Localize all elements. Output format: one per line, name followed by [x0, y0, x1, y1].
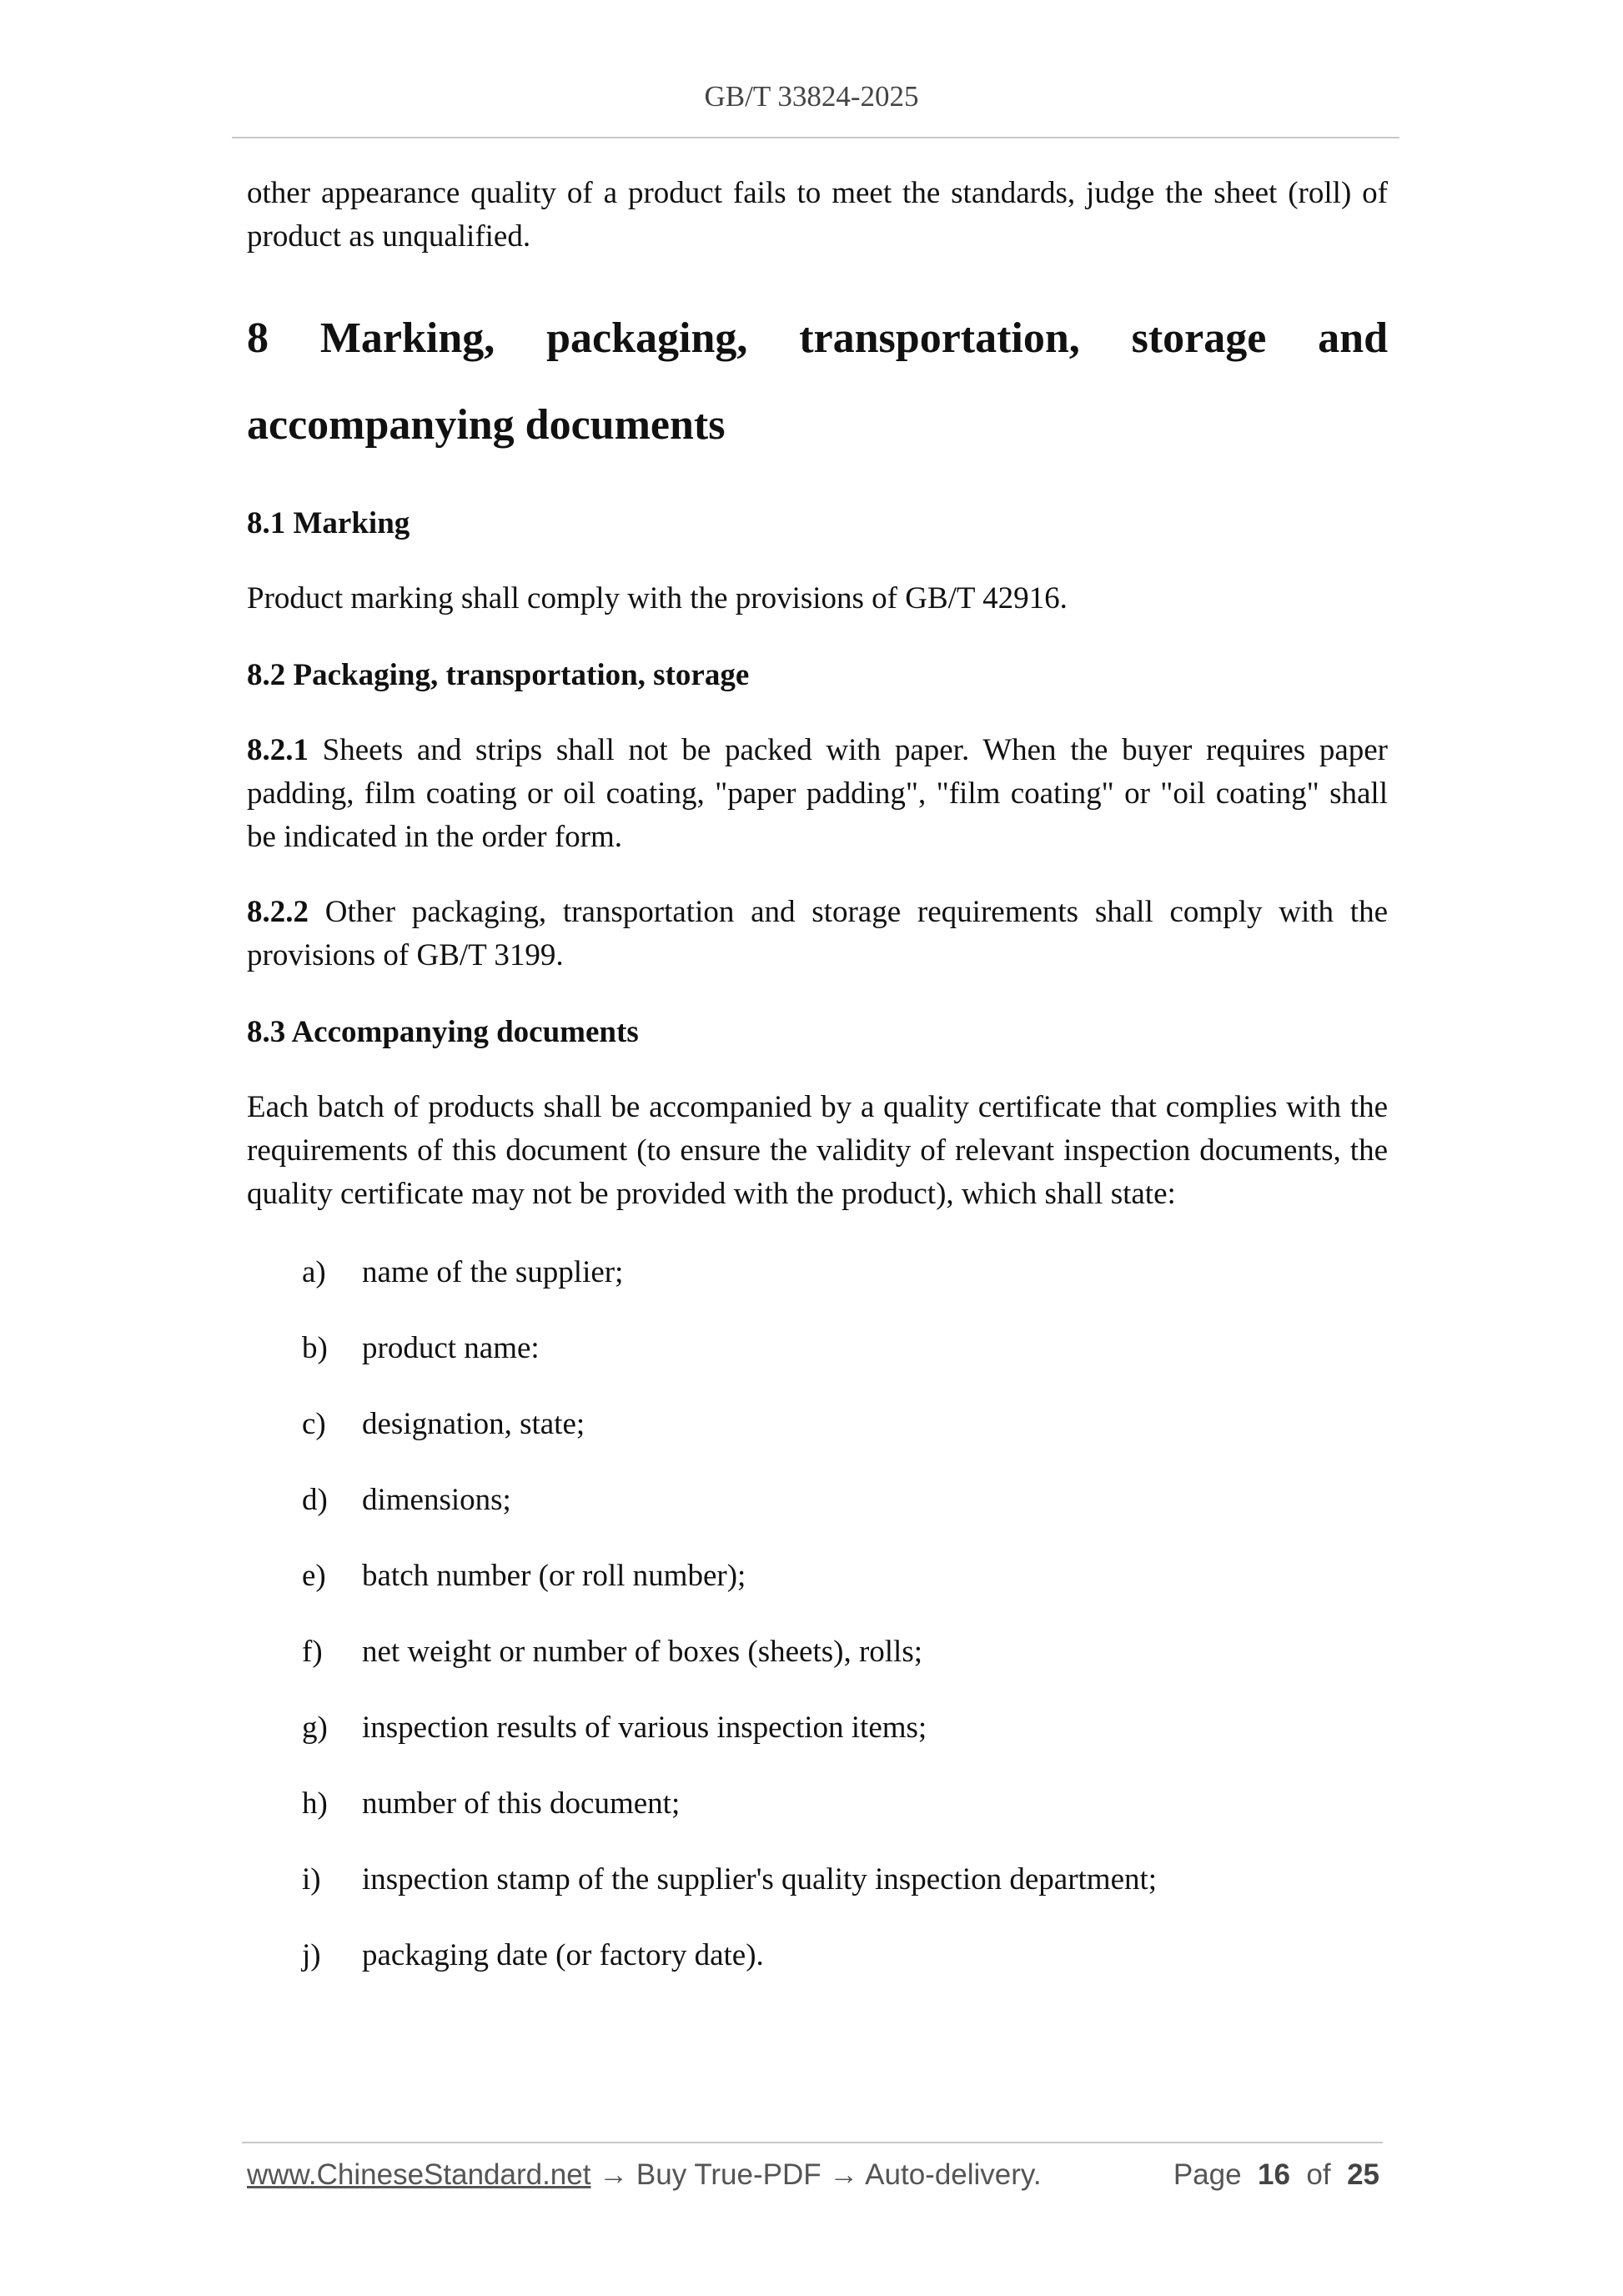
- list-item: [247, 1706, 1388, 1750]
- list-marker: d): [302, 1483, 328, 1517]
- list-item: [247, 1251, 1388, 1294]
- list-marker: i): [302, 1862, 321, 1897]
- list-item-text: packaging date (or factory date).: [362, 1938, 764, 1972]
- list-marker: e): [302, 1559, 326, 1593]
- list-marker: h): [302, 1786, 328, 1821]
- list-item: [247, 1630, 1388, 1674]
- page-footer: [247, 2158, 1379, 2200]
- footer-tagline: → Buy True-PDF → Auto-delivery.: [590, 2158, 1042, 2191]
- page-label: Page: [1173, 2158, 1242, 2191]
- subsection-8-1-text: Product marking shall comply with the provisions of GB/T 42916.: [247, 581, 1068, 615]
- list-marker: a): [302, 1255, 326, 1289]
- list-item: [247, 1327, 1388, 1370]
- section-8-heading-line1: [247, 295, 1388, 382]
- list-item-text: dimensions;: [362, 1483, 511, 1517]
- subsection-8-1-heading: 8.1 Marking: [247, 506, 410, 540]
- clause-number: 8.2.1: [247, 733, 309, 767]
- subsection-8-2-heading: 8.2 Packaging, transportation, storage: [247, 658, 750, 692]
- certificate-items-list: [247, 1251, 1388, 1977]
- running-header: GB/T 33824-2025: [704, 80, 919, 113]
- list-item-text: batch number (or roll number);: [362, 1559, 746, 1593]
- clause-text: Sheets and strips shall not be packed with paper. When the buyer requires paper padding, film coating or oil coating, "paper padding", "film coating" or "oil coating" shall be indicated in the order form.: [247, 733, 1388, 854]
- subsection-8-3-heading: 8.3 Accompanying documents: [247, 1015, 639, 1049]
- list-marker: b): [302, 1331, 328, 1365]
- page-total: 25: [1347, 2158, 1379, 2191]
- list-item-text: product name:: [362, 1331, 540, 1365]
- heading-word: Marking,: [319, 314, 495, 362]
- list-item-text: designation, state;: [362, 1407, 585, 1441]
- list-item-text: number of this document;: [362, 1786, 681, 1821]
- heading-word: storage: [1131, 314, 1267, 362]
- list-item: [247, 1782, 1388, 1826]
- list-marker: j): [302, 1938, 321, 1972]
- website-link[interactable]: www.ChineseStandard.net: [247, 2158, 591, 2191]
- heading-word: packaging,: [546, 314, 748, 362]
- footer-promo: [247, 2158, 1042, 2192]
- subsection-8-3-text: Each batch of products shall be accompanied by a quality certificate that complies with the requirements of this document (to ensure the validity of relevant inspection documents, the quality certificate may not be provided with the product), which shall state:: [247, 1090, 1388, 1211]
- header-divider: [232, 137, 1399, 138]
- page-current: 16: [1258, 2158, 1290, 2191]
- list-marker: g): [302, 1711, 328, 1745]
- heading-word: transportation,: [799, 314, 1080, 362]
- footer-divider: [242, 2142, 1383, 2143]
- list-item: [247, 1479, 1388, 1522]
- intro-paragraph: other appearance quality of a product fails to meet the standards, judge the sheet (roll) of product as unqualified.: [247, 176, 1388, 254]
- section-8-heading-line2: accompanying documents: [247, 401, 726, 449]
- clause-text: Other packaging, transportation and storage requirements shall comply with the provisions of GB/T 3199.: [247, 895, 1388, 972]
- page-content: [247, 172, 1388, 2010]
- list-item: [247, 1555, 1388, 1598]
- page-of: of: [1306, 2158, 1331, 2191]
- list-item-text: net weight or number of boxes (sheets), rolls;: [362, 1635, 923, 1669]
- list-item-text: inspection stamp of the supplier's quality inspection department;: [362, 1862, 1158, 1897]
- section-8-heading: [247, 295, 1388, 469]
- section-number: 8: [247, 314, 269, 362]
- heading-word: and: [1318, 314, 1389, 362]
- list-item: [247, 1858, 1388, 1902]
- list-item-text: name of the supplier;: [362, 1255, 624, 1289]
- list-marker: f): [302, 1635, 323, 1669]
- list-item-text: inspection results of various inspection items;: [362, 1711, 927, 1745]
- clause-number: 8.2.2: [247, 895, 309, 929]
- list-marker: c): [302, 1407, 326, 1441]
- list-item: [247, 1403, 1388, 1446]
- list-item: [247, 1934, 1388, 1977]
- page-number: [1173, 2158, 1379, 2192]
- clause-8-2-2: [247, 891, 1388, 977]
- clause-8-2-1: [247, 729, 1388, 859]
